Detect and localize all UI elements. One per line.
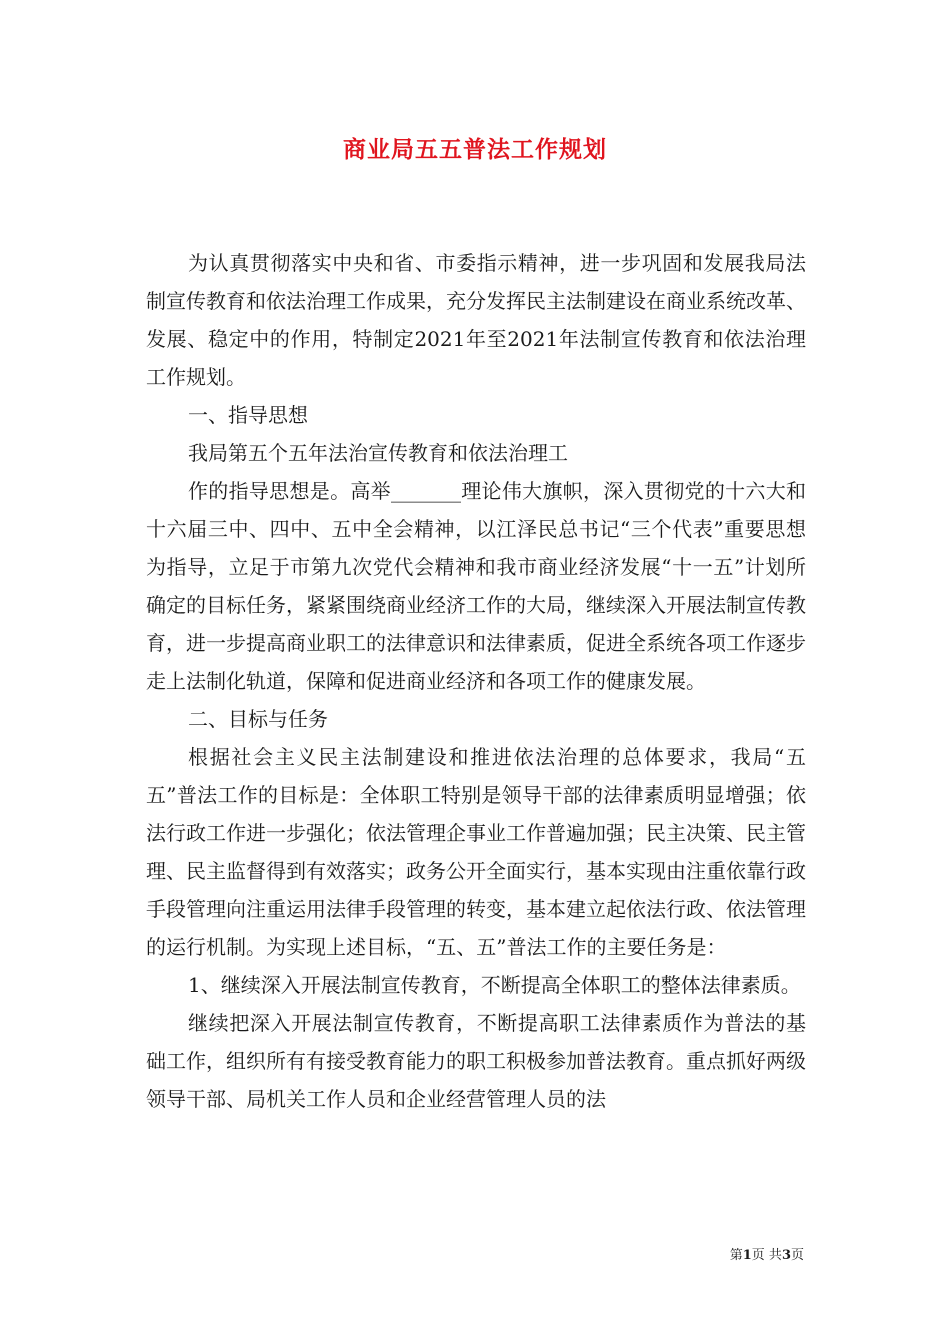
intro-paragraph: 为认真贯彻落实中央和省、市委指示精神，进一步巩固和发展我局法制宣传教育和依法治理工作成果，充分发挥民主法制建设在商业系统改革、发展、稳定中的作用，特制定2021年至2021年法制宣传教育和依法治理工作规划。	[146, 251, 806, 389]
section-heading-guiding-ideology: 一、指导思想	[188, 403, 308, 427]
goals-paragraph: 根据社会主义民主法制建设和推进依法治理的总体要求，我局“五五”普法工作的目标是：全体职工特别是领导干部的法律素质明显增强；依法行政工作进一步强化；依法管理企事业工作普遍加强；民主决策、民主管理、民主监督得到有效落实；政务公开全面实行，基本实现由注重依靠行政手段管理向注重运用法律手段管理的转变，基本建立起依法行政、依法管理的运行机制。为实现上述目标，“五、五”普法工作的主要任务是：	[146, 745, 806, 959]
page-number-middle: 页 共	[751, 1248, 782, 1263]
task-item-1-detail: 继续把深入开展法制宣传教育，不断提高职工法律素质作为普法的基础工作，组织所有有接受教育能力的职工积极参加普法教育。重点抓好两级领导干部、局机关工作人员和企业经营管理人员的法	[146, 1011, 806, 1111]
document-title: 商业局五五普法工作规划	[343, 136, 607, 163]
page-number-total: 3	[781, 1248, 791, 1263]
page-number-current: 1	[742, 1248, 752, 1263]
document-body	[146, 244, 806, 1118]
page-number-suffix: 页	[790, 1248, 804, 1263]
task-item-1: 1、继续深入开展法制宣传教育，不断提高全体职工的整体法律素质。	[188, 973, 801, 997]
page-number	[730, 1246, 804, 1266]
guiding-ideology-paragraph: 作的指导思想是。高举_______理论伟大旗帜，深入贯彻党的十六大和十六届三中、四中、五中全会精神，以江泽民总书记“三个代表”重要思想为指导，立足于市第九次党代会精神和我市商业经济发展“十一五”计划所确定的目标任务，紧紧围绕商业经济工作的大局，继续深入开展法制宣传教育，进一步提高商业职工的法律意识和法律素质，促进全系统各项工作逐步走上法制化轨道，保障和促进商业经济和各项工作的健康发展。	[146, 479, 806, 693]
page-number-prefix: 第	[729, 1248, 743, 1263]
section-heading-goals-tasks: 二、目标与任务	[188, 707, 328, 731]
guiding-ideology-first-line: 我局第五个五年法治宣传教育和依法治理工	[188, 441, 568, 465]
